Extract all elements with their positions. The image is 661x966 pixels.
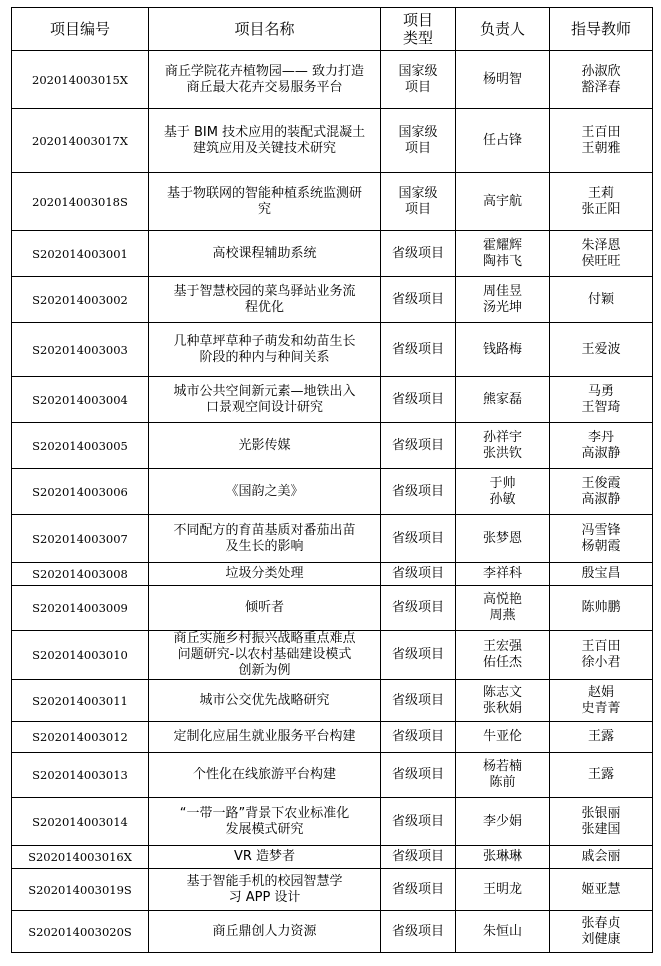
cell-leader: 任占锋 (456, 109, 550, 173)
header-leader: 负责人 (456, 8, 550, 51)
cell-type: 省级项目 (381, 680, 456, 722)
header-name: 项目名称 (149, 8, 381, 51)
cell-name: 商丘实施乡村振兴战略重点难点 问题研究-以农村基础建设模式 创新为例 (149, 631, 381, 680)
cell-type: 省级项目 (381, 869, 456, 911)
cell-advisor: 王百田 徐小君 (550, 631, 653, 680)
cell-code: 202014003018S (12, 173, 149, 231)
cell-advisor: 冯雪锋 杨朝霞 (550, 515, 653, 563)
cell-type: 省级项目 (381, 469, 456, 515)
cell-advisor: 张春贞 刘健康 (550, 911, 653, 953)
cell-name: 基于物联网的智能种植系统监测研 究 (149, 173, 381, 231)
cell-advisor: 殷宝昌 (550, 563, 653, 586)
cell-name: 基于 BIM 技术应用的装配式混凝土 建筑应用及关键技术研究 (149, 109, 381, 173)
cell-code: S202014003009 (12, 586, 149, 631)
cell-leader: 于帅 孙敏 (456, 469, 550, 515)
cell-name: 城市公交优先战略研究 (149, 680, 381, 722)
cell-code: S202014003006 (12, 469, 149, 515)
cell-code: S202014003014 (12, 798, 149, 846)
cell-leader: 陈志文 张秋娟 (456, 680, 550, 722)
header-advisor: 指导教师 (550, 8, 653, 51)
cell-code: S202014003012 (12, 722, 149, 753)
cell-advisor: 王百田 王朝雅 (550, 109, 653, 173)
table-row (12, 277, 653, 323)
cell-code: S202014003005 (12, 423, 149, 469)
cell-leader: 张琳琳 (456, 846, 550, 869)
cell-name: 高校课程辅助系统 (149, 231, 381, 277)
cell-advisor: 王莉 张正阳 (550, 173, 653, 231)
cell-leader: 杨明智 (456, 51, 550, 109)
table-row (12, 51, 653, 109)
header-row (12, 8, 653, 51)
table-row (12, 423, 653, 469)
table-row (12, 586, 653, 631)
cell-advisor: 戚会丽 (550, 846, 653, 869)
cell-code: 202014003017X (12, 109, 149, 173)
table-row (12, 753, 653, 798)
cell-leader: 高悦艳 周燕 (456, 586, 550, 631)
cell-name: 定制化应届生就业服务平台构建 (149, 722, 381, 753)
cell-advisor: 马勇 王智琦 (550, 377, 653, 423)
table-row (12, 722, 653, 753)
cell-advisor: 李丹 高淑静 (550, 423, 653, 469)
cell-name: 基于智慧校园的菜鸟驿站业务流 程优化 (149, 277, 381, 323)
header-code: 项目编号 (12, 8, 149, 51)
project-table (11, 7, 653, 953)
cell-type: 省级项目 (381, 231, 456, 277)
cell-type: 省级项目 (381, 798, 456, 846)
cell-code: 202014003015X (12, 51, 149, 109)
cell-advisor: 姬亚慧 (550, 869, 653, 911)
cell-type: 省级项目 (381, 631, 456, 680)
cell-leader: 王宏强 佑任杰 (456, 631, 550, 680)
table-row (12, 563, 653, 586)
cell-type: 省级项目 (381, 277, 456, 323)
cell-leader: 牛亚伦 (456, 722, 550, 753)
cell-advisor: 王爱波 (550, 323, 653, 377)
cell-advisor: 陈帅鹏 (550, 586, 653, 631)
cell-leader: 朱恒山 (456, 911, 550, 953)
cell-name: 商丘鼎创人力资源 (149, 911, 381, 953)
cell-advisor: 王露 (550, 753, 653, 798)
cell-code: S202014003013 (12, 753, 149, 798)
cell-type: 省级项目 (381, 423, 456, 469)
cell-name: 几种草坪草种子萌发和幼苗生长 阶段的种内与种间关系 (149, 323, 381, 377)
table-row (12, 377, 653, 423)
cell-name: 不同配方的育苗基质对番茄出苗 及生长的影响 (149, 515, 381, 563)
cell-leader: 李祥科 (456, 563, 550, 586)
cell-type: 省级项目 (381, 323, 456, 377)
cell-advisor: 朱泽恩 侯旺旺 (550, 231, 653, 277)
cell-code: S202014003001 (12, 231, 149, 277)
table-row (12, 846, 653, 869)
cell-advisor: 付颖 (550, 277, 653, 323)
cell-code: S202014003020S (12, 911, 149, 953)
table-row (12, 109, 653, 173)
cell-name: 倾听者 (149, 586, 381, 631)
cell-name: 垃圾分类处理 (149, 563, 381, 586)
cell-advisor: 王露 (550, 722, 653, 753)
cell-leader: 高宇航 (456, 173, 550, 231)
cell-name: 光影传媒 (149, 423, 381, 469)
cell-leader: 李少娟 (456, 798, 550, 846)
cell-code: S202014003016X (12, 846, 149, 869)
cell-type: 国家级 项目 (381, 109, 456, 173)
cell-name: 《国韵之美》 (149, 469, 381, 515)
cell-code: S202014003010 (12, 631, 149, 680)
table-row (12, 231, 653, 277)
table-row (12, 323, 653, 377)
cell-type: 国家级 项目 (381, 173, 456, 231)
cell-type: 省级项目 (381, 846, 456, 869)
cell-code: S202014003008 (12, 563, 149, 586)
cell-code: S202014003007 (12, 515, 149, 563)
cell-type: 省级项目 (381, 377, 456, 423)
cell-leader: 熊家磊 (456, 377, 550, 423)
cell-advisor: 孙淑欣 豁泽春 (550, 51, 653, 109)
cell-type: 国家级 项目 (381, 51, 456, 109)
table-row (12, 798, 653, 846)
cell-name: 商丘学院花卉植物园—— 致力打造 商丘最大花卉交易服务平台 (149, 51, 381, 109)
cell-code: S202014003004 (12, 377, 149, 423)
cell-name: “一带一路”背景下农业标准化 发展模式研究 (149, 798, 381, 846)
table-row (12, 680, 653, 722)
cell-advisor: 王俊霞 高淑静 (550, 469, 653, 515)
cell-leader: 孙祥宇 张洪钦 (456, 423, 550, 469)
cell-type: 省级项目 (381, 911, 456, 953)
cell-name: 基于智能手机的校园智慧学 习 APP 设计 (149, 869, 381, 911)
cell-leader: 王明龙 (456, 869, 550, 911)
cell-code: S202014003011 (12, 680, 149, 722)
cell-leader: 钱路梅 (456, 323, 550, 377)
cell-type: 省级项目 (381, 753, 456, 798)
table-row (12, 173, 653, 231)
header-type: 项目 类型 (381, 8, 456, 51)
cell-leader: 杨若楠 陈前 (456, 753, 550, 798)
cell-type: 省级项目 (381, 563, 456, 586)
cell-name: 个性化在线旅游平台构建 (149, 753, 381, 798)
cell-advisor: 张银丽 张建国 (550, 798, 653, 846)
table-row (12, 911, 653, 953)
cell-leader: 周佳昱 汤光坤 (456, 277, 550, 323)
table-row (12, 869, 653, 911)
cell-code: S202014003019S (12, 869, 149, 911)
table-row (12, 515, 653, 563)
cell-code: S202014003002 (12, 277, 149, 323)
cell-leader: 霍耀辉 陶祎飞 (456, 231, 550, 277)
cell-type: 省级项目 (381, 586, 456, 631)
cell-type: 省级项目 (381, 515, 456, 563)
cell-type: 省级项目 (381, 722, 456, 753)
cell-name: VR 造梦者 (149, 846, 381, 869)
cell-advisor: 赵娟 史青菁 (550, 680, 653, 722)
cell-code: S202014003003 (12, 323, 149, 377)
table-row (12, 469, 653, 515)
cell-name: 城市公共空间新元素—地铁出入 口景观空间设计研究 (149, 377, 381, 423)
table-row (12, 631, 653, 680)
cell-leader: 张梦恩 (456, 515, 550, 563)
